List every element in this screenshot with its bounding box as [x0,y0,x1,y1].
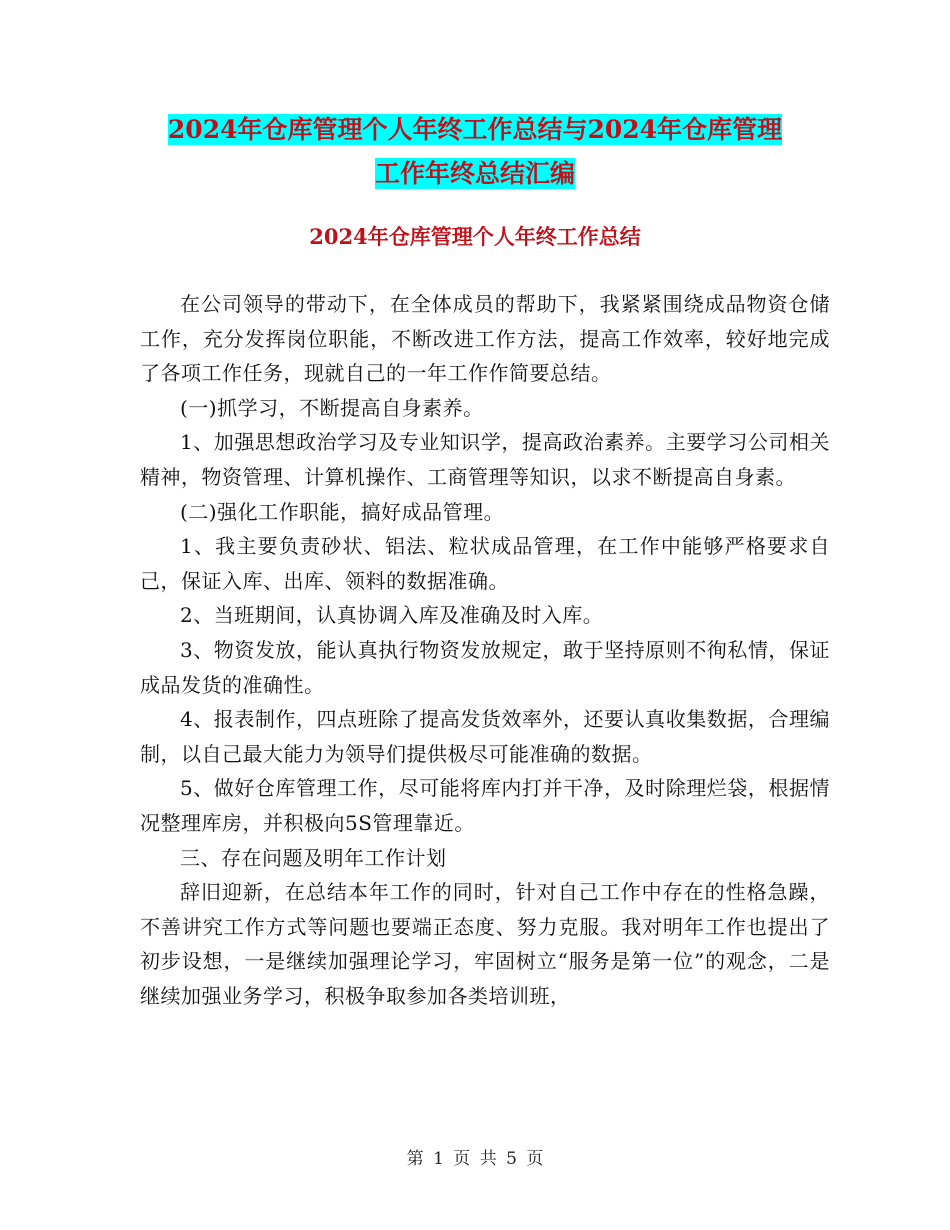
paragraph-item: 4、报表制作，四点班除了提高发货效率外，还要认真收集数据，合理编制，以自己最大能力为领导们提供极尽可能准确的数据。 [140,707,830,766]
paragraph-item: 5、做好仓库管理工作，尽可能将库内打并干净，及时除理烂袋，根据情况整理库房，并积极向5S管理靠近。 [140,776,830,835]
paragraph-item: 1、加强思想政治学习及专业知识学，提高政治素养。主要学习公司相关精神，物资管理、计算机操作、工商管理等知识，以求不断提高自身素。 [140,430,830,489]
paragraph-intro: 在公司领导的带动下，在全体成员的帮助下，我紧紧围绕成品物资仓储工作，充分发挥岗位职能，不断改进工作方法，提高工作效率，较好地完成了各项工作任务，现就自己的一年工作作简要总结。 [140,292,830,386]
paragraph-heading-1: (一)抓学习，不断提高自身素养。 [180,395,484,420]
section-title: 2024年仓库管理个人年终工作总结 [309,224,641,249]
page-footer: 第 1 页 共 5 页 [406,1149,544,1169]
paragraph-item: 3、物资发放，能认真执行物资发放规定，敢于坚持原则不徇私情，保证成品发货的准确性。 [140,637,830,697]
paragraph-plan: 辞旧迎新，在总结本年工作的同时，针对自己工作中存在的性格急躁，不善讲究工作方式等问题也要端正态度、努力克服。我对明年工作也提出了初步设想，一是继续加强理论学习，牢固树立“服务是第一位”的观念，二是继续加强业务学习，积极争取参加各类培训班， [140,880,830,1008]
title-highlight-1: 2024年仓库管理个人年终工作总结与2024年仓库管理 [167,115,783,144]
document-title-line-1 [0,110,950,150]
title-highlight-2: 工作年终总结汇编 [374,159,575,188]
paragraph-item: 2、当班期间，认真协调入库及准确及时入库。 [180,603,604,628]
paragraph-heading-2: (二)强化工作职能，搞好成品管理。 [180,499,505,524]
document-body [140,287,830,1013]
document-title-line-2 [0,154,950,194]
paragraph-item: 1、我主要负责砂状、铝法、粒状成品管理，在工作中能够严格要求自己，保证入库、出库、领料的数据准确。 [140,534,830,593]
paragraph-heading-3: 三、存在问题及明年工作计划 [180,845,447,870]
